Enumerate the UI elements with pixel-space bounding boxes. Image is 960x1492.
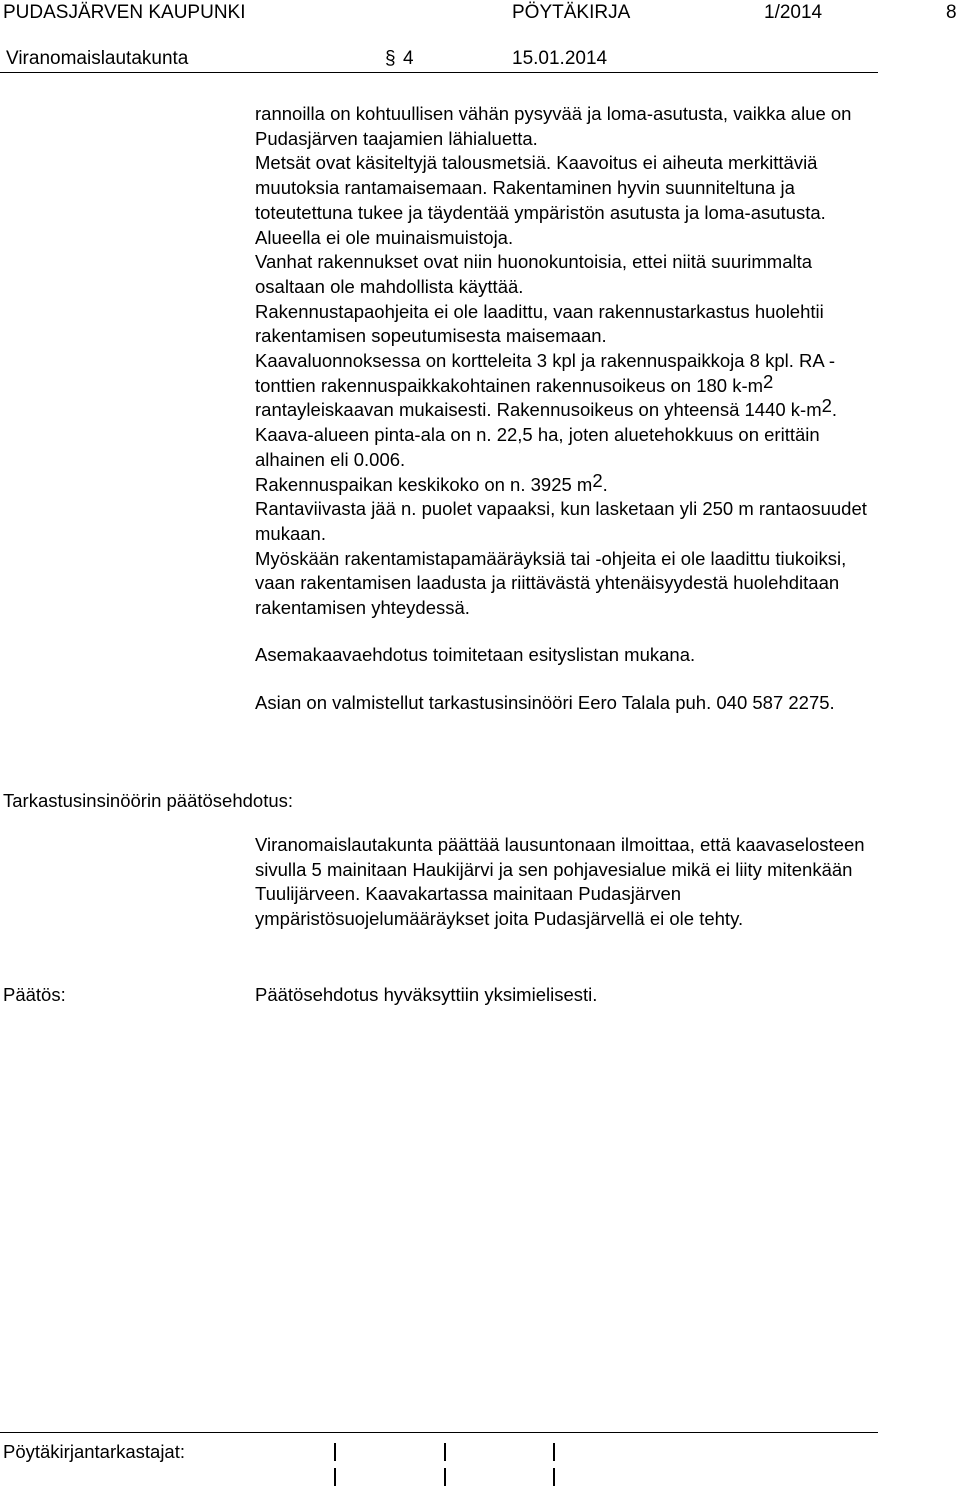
paragraph: Myöskään rakentamistapamääräyksiä tai -ohjeita ei ole laadittu tiukoiksi, vaan rakentamisen laadusta ja riittävästä yhtenäisyydestä huolehditaan rakentamisen yhteydessä. [255,547,847,619]
paragraph: Rakennuspaikan keskikoko on n. 3925 $m^2$. [255,469,608,495]
footer-divider [0,1432,878,1433]
superscript: 2 [821,395,832,417]
section-number: 4 [403,48,414,69]
paragraph: Rantaviivasta jää n. puolet vapaaksi, kun lasketaan yli 250 m rantaosuudet mukaan. [255,498,867,544]
meeting-date: 15.01.2014 [512,48,608,69]
document-type: PÖYTÄKIRJA [512,2,631,23]
paragraph: Kaavaluonnoksessa on kortteleita 3 kpl ja rakennuspaikkoja 8 kpl. RA -tonttien rakennuspaikkakohtainen rakennusoikeus on 180 $k-m^2$ rantayleiskaavan mukaisesti. Rakennusoikeus on yhteensä 1440 $k-m^2$. Kaava-alueen pinta-ala on n. 22,5 ha, joten aluetehokkuus on erittäin alhainen eli 0.006. [255,350,838,470]
paragraph: Vanhat rakennukset ovat niin huonokuntoisia, ettei niitä suurimmalta osaltaan ole mahdollista käyttää. [255,251,813,297]
header-divider [0,72,878,73]
section-sign: § [385,48,396,69]
organization-name: PUDASJÄRVEN KAUPUNKI [3,2,246,23]
paragraph: Rakennustapaohjeita ei ole laadittu, vaan rakennustarkastus huolehtii rakentamisen sopeutumisesta maisemaan. [255,300,824,347]
signature-line [334,1443,336,1461]
superscript: 2 [763,370,774,392]
reviewers-label: Pöytäkirjantarkastajat: [3,1441,186,1462]
paragraph: rannoilla on kohtuullisen vähän pysyvää ja loma-asutusta, vaikka alue on Pudasjärven taajamien lähialuetta. [255,103,852,149]
signature-line [444,1443,446,1461]
paragraph: Asemakaavaehdotus toimitetaan esityslistan mukana. [255,643,696,665]
signature-line [334,1468,336,1486]
signature-line [444,1468,446,1486]
decision-text: Päätösehdotus hyväksyttiin yksimielisesti. [255,984,598,1005]
superscript: 2 [592,469,603,491]
body-name: Viranomaislautakunta [6,48,189,69]
signature-line [553,1468,555,1486]
proposal-text: Viranomaislautakunta päättää lausuntonaan ilmoittaa, että kaavaselosteen sivulla 5 mainitaan Haukijärvi ja sen pohjavesialue mikä ei liity mitenkään Tuulijärveen. Kaavakartassa mainitaan Pudasjärven ympäristösuojelumääräykset joita Pudasjärvellä ei ole tehty. [255,834,865,930]
paragraph: Metsät ovat käsiteltyjä talousmetsiä. Kaavoitus ei aiheuta merkittäviä muutoksia rantamaisemaan. Rakentaminen hyvin suunniteltuna ja toteutettuna tukee ja täydentää ympäristön asutusta ja loma-asutusta. Alueella ei ole muinaismuistoja. [255,152,826,248]
page-number: 8 [946,2,957,23]
signature-line [553,1443,555,1461]
decision-label: Päätös: [3,984,66,1005]
main-text [255,102,875,716]
proposal-label: Tarkastusinsinöörin päätösehdotus: [3,790,294,811]
document-number: 1/2014 [764,2,823,23]
paragraph: Asian on valmistellut tarkastusinsinööri Eero Talala puh. 040 587 2275. [255,692,835,714]
